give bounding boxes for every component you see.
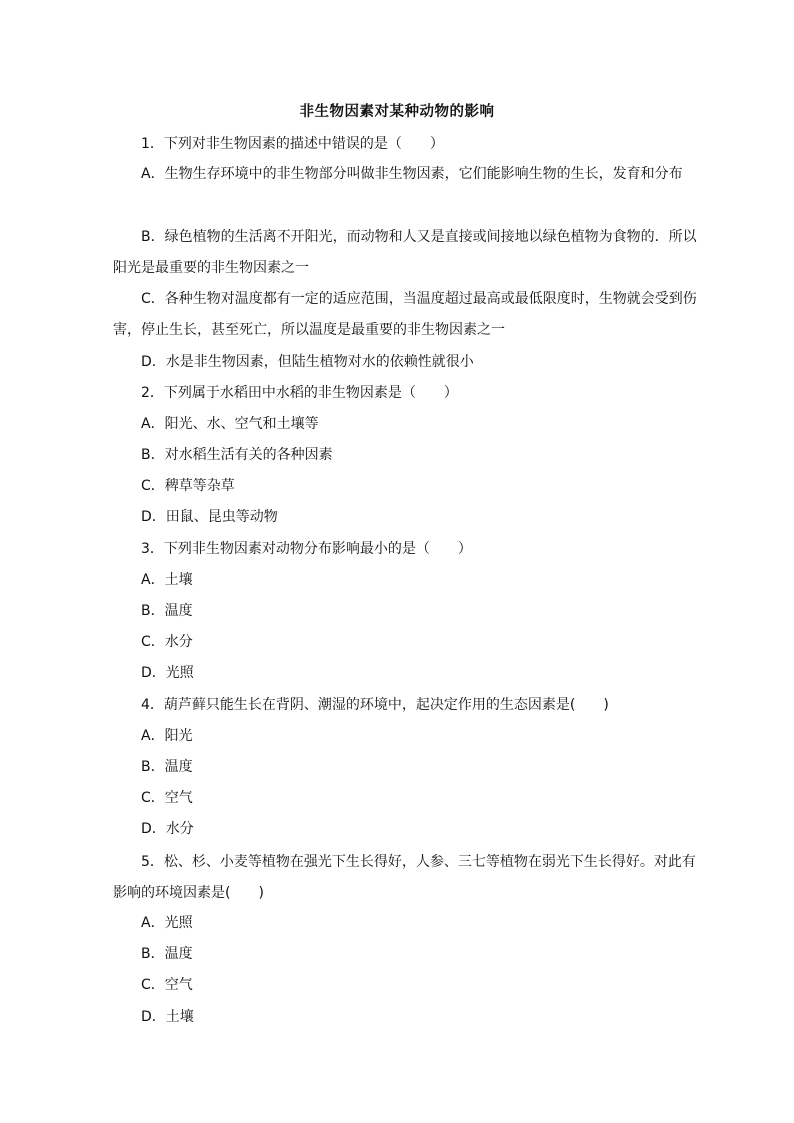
- question-4-option-b: B．温度: [141, 759, 193, 775]
- document-title: 非生物因素对某种动物的影响: [299, 104, 495, 120]
- question-1-stem: 1．下列对非生物因素的描述中错误的是（ ）: [141, 136, 444, 152]
- question-2-option-a: A．阳光、水、空气和土壤等: [141, 416, 319, 432]
- question-4-option-d: D．水分: [141, 821, 194, 837]
- question-1-option-c: C．各种生物对温度都有一定的适应范围，当温度超过最高或最低限度时，生物就会受到伤害，停止生长，甚至死亡，所以温度是最重要的非生物因素之一: [113, 291, 697, 338]
- question-3-stem: 3．下列非生物因素对动物分布影响最小的是（ ）: [141, 541, 472, 557]
- question-3-option-a: A．土壤: [141, 572, 193, 588]
- question-3-option-b: B．温度: [141, 603, 193, 619]
- question-1-option-a: A．生物生存环境中的非生物部分叫做非生物因素，它们能影响生物的生长，发育和分布: [141, 166, 683, 182]
- question-2-option-c: C．稗草等杂草: [141, 478, 235, 494]
- question-5-option-a: A．光照: [141, 915, 193, 931]
- question-1-option-d: D．水是非生物因素，但陆生植物对水的依赖性就很小: [141, 354, 474, 370]
- question-5-option-d: D．土壤: [141, 1009, 194, 1025]
- question-5-option-b: B．温度: [141, 946, 193, 962]
- question-4-option-a: A．阳光: [141, 728, 193, 744]
- question-2-option-d: D．田鼠、昆虫等动物: [141, 509, 278, 525]
- question-5-option-c: C．空气: [141, 977, 193, 993]
- question-4-stem: 4．葫芦藓只能生长在背阴、潮湿的环境中，起决定作用的生态因素是( ): [141, 697, 609, 713]
- question-2-stem: 2．下列属于水稻田中水稻的非生物因素是（ ）: [141, 385, 458, 401]
- question-3-option-c: C．水分: [141, 634, 193, 650]
- question-1-option-b: B．绿色植物的生活离不开阳光，而动物和人又是直接或间接地以绿色植物为食物的．所以阳光是最重要的非生物因素之一: [113, 229, 697, 276]
- question-4-option-c: C．空气: [141, 790, 193, 806]
- question-3-option-d: D．光照: [141, 665, 194, 681]
- question-2-option-b: B．对水稻生活有关的各种因素: [141, 447, 333, 463]
- question-5-stem: 5．松、杉、小麦等植物在强光下生长得好，人参、三七等植物在弱光下生长得好。对此有影响的环境因素是( ): [113, 854, 696, 901]
